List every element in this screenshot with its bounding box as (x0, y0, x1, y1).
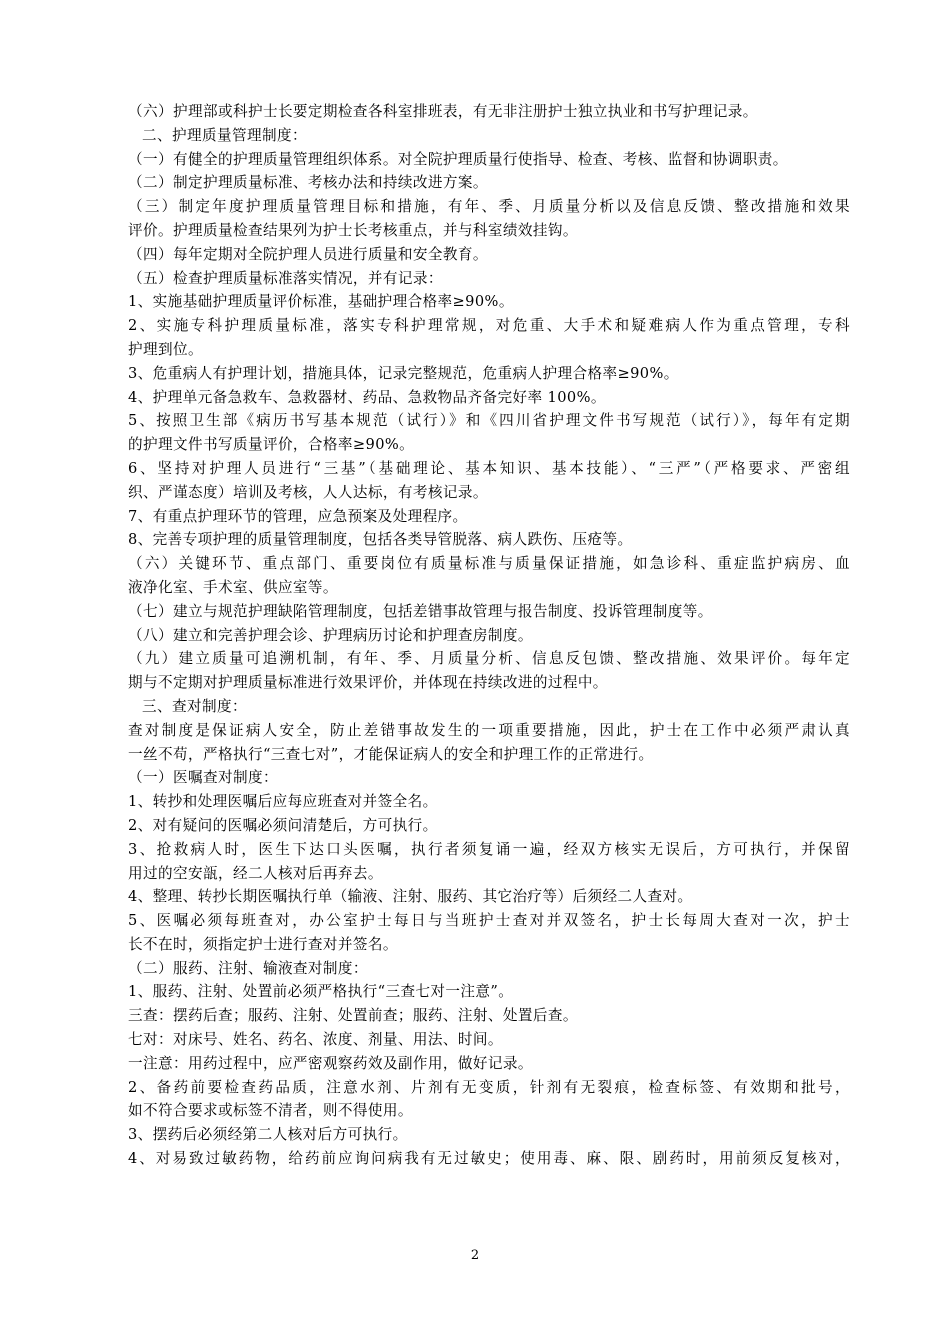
text-line: 3、危重病人有护理计划，措施具体，记录完整规范，危重病人护理合格率≥90%。 (128, 364, 679, 382)
text-line: 3、摆药后必须经第二人核对后方可执行。 (128, 1126, 408, 1144)
text-line: （九）建立质量可追溯机制，有年、季、月质量分析、信息反包馈、整改措施、效果评价。每年定 (128, 650, 850, 668)
text-line: 期与不定期对护理质量标准进行效果评价，并体现在持续改进的过程中。 (128, 674, 608, 692)
text-line: 4、对易致过敏药物，给药前应询问病我有无过敏史；使用毒、麻、限、剧药时，用前须反复核对， (128, 1150, 850, 1168)
text-line: （一）医嘱查对制度： (128, 769, 278, 787)
text-line: 3、抢救病人时，医生下达口头医嘱，执行者须复诵一遍，经双方核实无误后，方可执行，并保留 (128, 840, 850, 858)
text-line: 1、转抄和处理医嘱后应每应班查对并签全名。 (128, 793, 438, 811)
text-line: （四）每年定期对全院护理人员进行质量和安全教育。 (128, 245, 488, 263)
text-line: 二、护理质量管理制度： (142, 126, 307, 144)
text-line: 七对：对床号、姓名、药名、浓度、剂量、用法、时间。 (128, 1031, 503, 1049)
text-line: 7、有重点护理环节的管理，应急预案及处理程序。 (128, 507, 468, 525)
text-line: 2、备药前要检查药品质，注意水剂、片剂有无变质，针剂有无裂痕，检查标签、有效期和批号， (128, 1078, 850, 1096)
text-line: 一丝不苟，严格执行“三查七对”，才能保证病人的安全和护理工作的正常进行。 (128, 745, 654, 763)
text-line: 长不在时，须指定护士进行查对并签名。 (128, 935, 398, 953)
text-line: 1、服药、注射、处置前必须严格执行“三查七对一注意”。 (128, 983, 514, 1001)
text-line: 用过的空安瓿，经二人核对后再弃去。 (128, 864, 383, 882)
text-line: （七）建立与规范护理缺陷管理制度，包括差错事故管理与报告制度、投诉管理制度等。 (128, 602, 713, 620)
text-line: （六）关键环节、重点部门、重要岗位有质量标准与质量保证措施，如急诊科、重症监护病房、血 (128, 555, 850, 573)
page-number: 2 (470, 1248, 480, 1263)
text-line: （八）建立和完善护理会诊、护理病历讨论和护理查房制度。 (128, 626, 533, 644)
text-line: 4、护理单元备急救车、急救器材、药品、急救物品齐备完好率 100%。 (128, 388, 606, 406)
text-line: （五）检查护理质量标准落实情况，并有记录： (128, 269, 443, 287)
text-line: 8、完善专项护理的质量管理制度，包括各类导管脱落、病人跌伤、压疮等。 (128, 531, 633, 549)
text-line: 液净化室、手术室、供应室等。 (128, 578, 338, 596)
text-line: 三、查对制度： (142, 697, 247, 715)
text-line: 一注意：用药过程中，应严密观察药效及副作用，做好记录。 (128, 1054, 533, 1072)
text-line: 织、严谨态度）培训及考核，人人达标，有考核记录。 (128, 483, 488, 501)
text-line: （二）服药、注射、输液查对制度： (128, 959, 368, 977)
text-line: 5、医嘱必须每班查对，办公室护士每日与当班护士查对并双签名，护士长每周大查对一次，护士 (128, 912, 850, 930)
text-line: 1、实施基础护理质量评价标准，基础护理合格率≥90%。 (128, 293, 514, 311)
text-line: 如不符合要求或标签不清者，则不得使用。 (128, 1102, 413, 1120)
text-line: 6、坚持对护理人员进行“三基”（基础理论、基本知识、基本技能）、“三严”（严格要求、严密组 (128, 459, 850, 477)
text-line: 4、整理、转抄长期医嘱执行单（输液、注射、服药、其它治疗等）后须经二人查对。 (128, 888, 693, 906)
text-line: 查对制度是保证病人安全，防止差错事故发生的一项重要措施，因此，护士在工作中必须严肃认真 (128, 721, 850, 739)
text-line: （三）制定年度护理质量管理目标和措施，有年、季、月质量分析以及信息反馈、整改措施和效果 (128, 198, 850, 216)
text-line: （二）制定护理质量标准、考核办法和持续改进方案。 (128, 174, 488, 192)
text-line: 评价。护理质量检查结果列为护士长考核重点，并与科室绩效挂钩。 (128, 221, 578, 239)
text-line: 三查：摆药后查；服药、注射、处置前查；服药、注射、处置后查。 (128, 1007, 578, 1025)
text-line: 2、对有疑问的医嘱必须问清楚后，方可执行。 (128, 816, 438, 834)
text-line: （六）护理部或科护士长要定期检查各科室排班表，有无非注册护士独立执业和书写护理记录。 (128, 103, 758, 120)
text-line: 护理到位。 (128, 340, 203, 358)
document-body (128, 100, 850, 1171)
text-line: 2、实施专科护理质量标准，落实专科护理常规，对危重、大手术和疑难病人作为重点管理，专科 (128, 317, 850, 335)
text-line: （一）有健全的护理质量管理组织体系。对全院护理质量行使指导、检查、考核、监督和协调职责。 (128, 150, 788, 168)
text-line: 的护理文件书写质量评价，合格率≥90%。 (128, 436, 415, 454)
text-line: 5、按照卫生部《病历书写基本规范（试行）》和《四川省护理文件书写规范（试行）》，每年有定期 (128, 412, 850, 430)
